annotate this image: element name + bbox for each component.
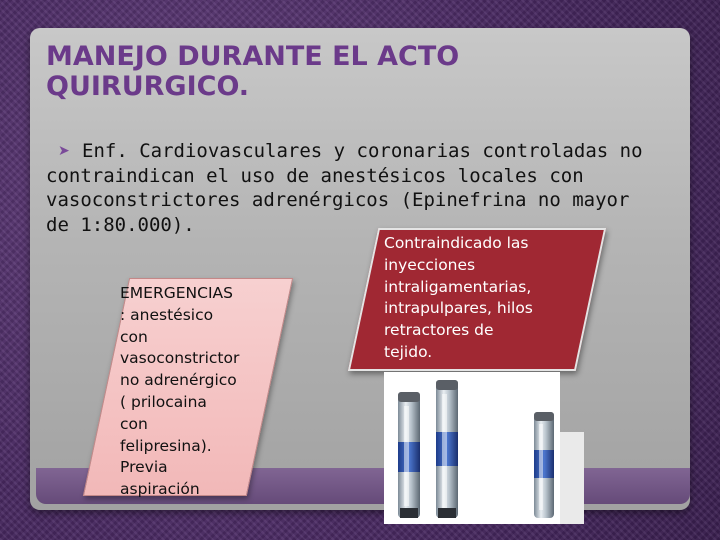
contra-line: tejido.: [384, 342, 433, 361]
bullet-line: de 1:80.000).: [46, 213, 195, 236]
emergency-line: no adrenérgico: [120, 371, 237, 390]
emergency-callout-text: [120, 283, 280, 501]
slide-title: [46, 42, 666, 102]
contra-line: intraligamentarias,: [384, 277, 532, 296]
title-line-2: QUIRURGICO.: [46, 71, 250, 102]
emergency-line: con: [120, 414, 148, 433]
emergency-line: EMERGENCIAS: [120, 284, 233, 302]
cartridge-middle: [436, 380, 458, 518]
cartridge-left: [398, 392, 420, 518]
title-line-1: MANEJO DURANTE EL ACTO: [46, 41, 460, 72]
cartridges-illustration: [384, 372, 560, 524]
cartridge-photo-edge: [560, 432, 584, 524]
emergency-line: felipresina).: [120, 436, 212, 455]
bullet-paragraph: [46, 139, 676, 237]
contra-line: intrapulpares, hilos: [384, 299, 533, 318]
anesthetic-cartridges-photo: [384, 372, 560, 524]
emergency-line: aspiración: [120, 480, 200, 499]
emergency-line: ( prilocaina: [120, 392, 207, 411]
contra-line: Contraindicado las: [384, 234, 529, 252]
emergency-line: : anestésico: [120, 305, 214, 324]
contraindication-callout-text: [384, 233, 584, 364]
bullet-arrow-icon: ➤: [58, 143, 70, 159]
emergency-line: vasoconstrictor: [120, 349, 240, 368]
contra-line: inyecciones: [384, 255, 476, 274]
bullet-line: contraindican el uso de anestésicos locales con: [46, 164, 584, 187]
contra-line: retractores de: [384, 321, 494, 340]
emergency-line: con: [120, 327, 148, 346]
cartridge-right: [534, 412, 554, 518]
bullet-line: vasoconstrictores adrenérgicos (Epinefrina no mayor: [46, 189, 630, 211]
bullet-line: Enf. Cardiovasculares y coronarias controladas no: [82, 140, 643, 162]
emergency-line: Previa: [120, 458, 168, 477]
